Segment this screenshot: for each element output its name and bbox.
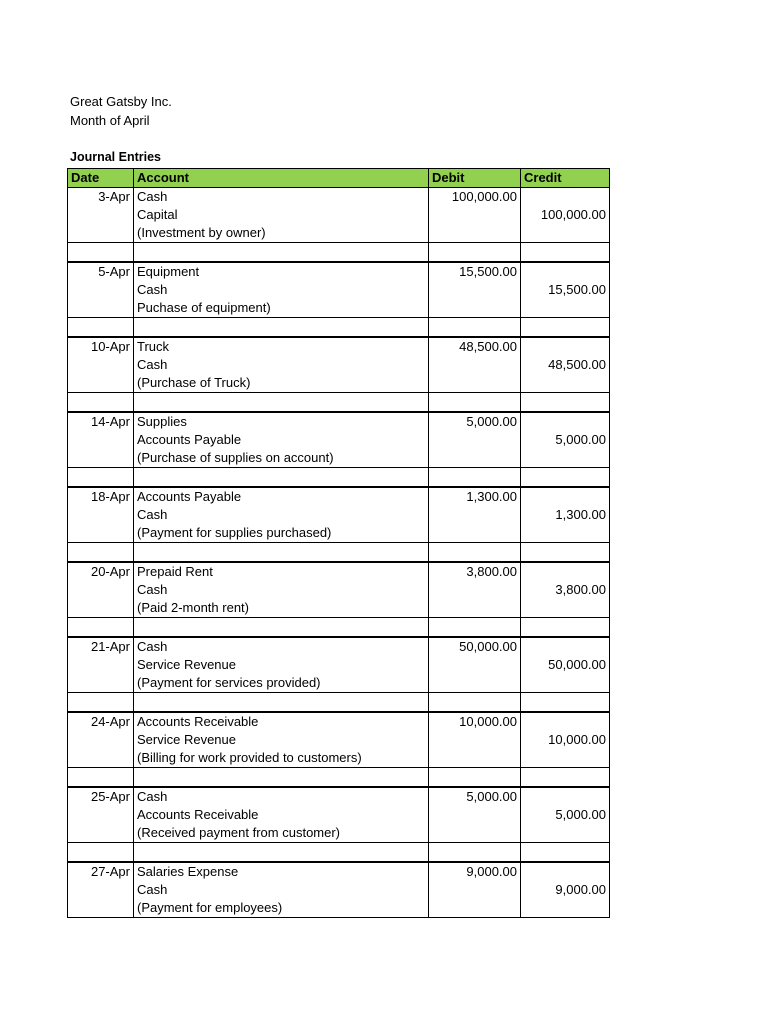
spacer-row (68, 543, 610, 563)
debit-amount: 50,000.00 (429, 637, 521, 656)
empty-cell (521, 562, 610, 581)
entry-memo-row (68, 674, 610, 693)
entry-debit-row (68, 487, 610, 506)
entry-memo-row (68, 599, 610, 618)
section-title: Journal Entries (70, 150, 161, 164)
debit-account: Equipment (134, 262, 429, 281)
entry-memo: (Purchase of Truck) (134, 374, 429, 393)
entry-date: 24-Apr (68, 712, 134, 731)
empty-cell (68, 524, 134, 543)
spacer-row (68, 618, 610, 638)
empty-cell (429, 224, 521, 243)
empty-cell (429, 731, 521, 749)
col-header-debit: Debit (429, 169, 521, 188)
empty-cell (521, 674, 610, 693)
empty-cell (521, 749, 610, 768)
empty-cell (68, 693, 134, 713)
empty-cell (521, 637, 610, 656)
empty-cell (429, 356, 521, 374)
empty-cell (429, 899, 521, 918)
empty-cell (429, 243, 521, 263)
empty-cell (68, 243, 134, 263)
empty-cell (134, 693, 429, 713)
empty-cell (68, 618, 134, 638)
entry-debit-row (68, 412, 610, 431)
empty-cell (429, 843, 521, 863)
empty-cell (429, 656, 521, 674)
credit-amount: 100,000.00 (521, 206, 610, 224)
empty-cell (68, 206, 134, 224)
empty-cell (68, 543, 134, 563)
spacer-row (68, 768, 610, 788)
empty-cell (521, 712, 610, 731)
entry-memo: (Payment for supplies purchased) (134, 524, 429, 543)
entry-date: 21-Apr (68, 637, 134, 656)
empty-cell (521, 243, 610, 263)
spacer-row (68, 318, 610, 338)
empty-cell (68, 806, 134, 824)
empty-cell (429, 581, 521, 599)
credit-amount: 3,800.00 (521, 581, 610, 599)
entry-debit-row (68, 712, 610, 731)
empty-cell (521, 468, 610, 488)
empty-cell (521, 449, 610, 468)
empty-cell (521, 599, 610, 618)
empty-cell (429, 749, 521, 768)
entry-credit-row (68, 806, 610, 824)
empty-cell (68, 281, 134, 299)
entry-debit-row (68, 862, 610, 881)
empty-cell (429, 468, 521, 488)
empty-cell (521, 487, 610, 506)
entry-date: 5-Apr (68, 262, 134, 281)
empty-cell (68, 468, 134, 488)
entry-date: 20-Apr (68, 562, 134, 581)
entry-memo-row (68, 524, 610, 543)
entry-credit-row (68, 656, 610, 674)
empty-cell (68, 899, 134, 918)
entry-memo-row (68, 299, 610, 318)
spacer-row (68, 693, 610, 713)
credit-amount: 10,000.00 (521, 731, 610, 749)
credit-account: Service Revenue (134, 731, 429, 749)
empty-cell (68, 656, 134, 674)
empty-cell (68, 599, 134, 618)
entry-credit-row (68, 731, 610, 749)
empty-cell (68, 299, 134, 318)
header-row (68, 169, 610, 188)
spacer-row (68, 843, 610, 863)
empty-cell (429, 824, 521, 843)
empty-cell (429, 393, 521, 413)
entry-memo: (Paid 2-month rent) (134, 599, 429, 618)
empty-cell (429, 299, 521, 318)
empty-cell (521, 412, 610, 431)
empty-cell (521, 262, 610, 281)
credit-amount: 1,300.00 (521, 506, 610, 524)
empty-cell (68, 731, 134, 749)
debit-amount: 100,000.00 (429, 188, 521, 207)
entry-date: 18-Apr (68, 487, 134, 506)
empty-cell (68, 824, 134, 843)
empty-cell (68, 768, 134, 788)
empty-cell (68, 674, 134, 693)
entry-memo-row (68, 374, 610, 393)
empty-cell (68, 449, 134, 468)
empty-cell (521, 618, 610, 638)
credit-amount: 48,500.00 (521, 356, 610, 374)
empty-cell (521, 899, 610, 918)
empty-cell (134, 768, 429, 788)
spacer-row (68, 393, 610, 413)
empty-cell (521, 318, 610, 338)
debit-amount: 1,300.00 (429, 487, 521, 506)
entry-debit-row (68, 787, 610, 806)
entry-memo: (Received payment from customer) (134, 824, 429, 843)
entry-memo: Puchase of equipment) (134, 299, 429, 318)
empty-cell (521, 188, 610, 207)
credit-amount: 5,000.00 (521, 431, 610, 449)
credit-amount: 50,000.00 (521, 656, 610, 674)
empty-cell (68, 843, 134, 863)
empty-cell (521, 393, 610, 413)
credit-amount: 5,000.00 (521, 806, 610, 824)
journal-body (68, 188, 610, 918)
empty-cell (429, 881, 521, 899)
debit-account: Supplies (134, 412, 429, 431)
empty-cell (429, 543, 521, 563)
empty-cell (521, 374, 610, 393)
spacer-row (68, 243, 610, 263)
entry-memo-row (68, 449, 610, 468)
entry-credit-row (68, 206, 610, 224)
credit-account: Cash (134, 506, 429, 524)
entry-debit-row (68, 262, 610, 281)
empty-cell (521, 768, 610, 788)
empty-cell (521, 824, 610, 843)
empty-cell (68, 224, 134, 243)
entry-memo-row (68, 224, 610, 243)
entry-debit-row (68, 337, 610, 356)
empty-cell (429, 693, 521, 713)
credit-account: Capital (134, 206, 429, 224)
debit-amount: 5,000.00 (429, 412, 521, 431)
empty-cell (134, 468, 429, 488)
empty-cell (134, 843, 429, 863)
empty-cell (521, 862, 610, 881)
debit-account: Accounts Receivable (134, 712, 429, 731)
entry-credit-row (68, 506, 610, 524)
empty-cell (429, 318, 521, 338)
entry-date: 25-Apr (68, 787, 134, 806)
empty-cell (521, 524, 610, 543)
col-header-account: Account (134, 169, 429, 188)
empty-cell (429, 206, 521, 224)
empty-cell (429, 431, 521, 449)
entry-memo-row (68, 824, 610, 843)
col-header-date: Date (68, 169, 134, 188)
empty-cell (429, 768, 521, 788)
entry-memo: (Billing for work provided to customers) (134, 749, 429, 768)
credit-account: Cash (134, 281, 429, 299)
empty-cell (429, 449, 521, 468)
entry-memo: (Investment by owner) (134, 224, 429, 243)
empty-cell (68, 506, 134, 524)
entry-credit-row (68, 281, 610, 299)
debit-account: Accounts Payable (134, 487, 429, 506)
empty-cell (134, 393, 429, 413)
empty-cell (429, 806, 521, 824)
entry-memo: (Payment for employees) (134, 899, 429, 918)
empty-cell (68, 581, 134, 599)
entry-memo-row (68, 899, 610, 918)
empty-cell (429, 281, 521, 299)
credit-account: Service Revenue (134, 656, 429, 674)
entry-memo-row (68, 749, 610, 768)
empty-cell (134, 618, 429, 638)
empty-cell (68, 374, 134, 393)
company-name: Great Gatsby Inc. (70, 94, 172, 109)
spacer-row (68, 468, 610, 488)
empty-cell (429, 374, 521, 393)
entry-credit-row (68, 431, 610, 449)
debit-amount: 48,500.00 (429, 337, 521, 356)
entry-credit-row (68, 356, 610, 374)
credit-account: Cash (134, 881, 429, 899)
report-period: Month of April (70, 113, 150, 128)
credit-account: Accounts Receivable (134, 806, 429, 824)
debit-amount: 3,800.00 (429, 562, 521, 581)
empty-cell (521, 299, 610, 318)
empty-cell (521, 787, 610, 806)
empty-cell (134, 543, 429, 563)
empty-cell (521, 224, 610, 243)
empty-cell (429, 506, 521, 524)
debit-amount: 9,000.00 (429, 862, 521, 881)
debit-account: Cash (134, 637, 429, 656)
credit-account: Cash (134, 581, 429, 599)
empty-cell (68, 393, 134, 413)
empty-cell (134, 318, 429, 338)
debit-account: Prepaid Rent (134, 562, 429, 581)
debit-account: Truck (134, 337, 429, 356)
debit-amount: 10,000.00 (429, 712, 521, 731)
entry-debit-row (68, 637, 610, 656)
credit-account: Cash (134, 356, 429, 374)
empty-cell (429, 524, 521, 543)
entry-date: 14-Apr (68, 412, 134, 431)
empty-cell (429, 618, 521, 638)
debit-amount: 5,000.00 (429, 787, 521, 806)
debit-account: Cash (134, 188, 429, 207)
empty-cell (68, 318, 134, 338)
empty-cell (68, 881, 134, 899)
debit-account: Cash (134, 787, 429, 806)
empty-cell (134, 243, 429, 263)
entry-date: 3-Apr (68, 188, 134, 207)
entry-debit-row (68, 188, 610, 207)
entry-date: 10-Apr (68, 337, 134, 356)
entry-credit-row (68, 581, 610, 599)
entry-memo: (Purchase of supplies on account) (134, 449, 429, 468)
debit-account: Salaries Expense (134, 862, 429, 881)
debit-amount: 15,500.00 (429, 262, 521, 281)
entry-date: 27-Apr (68, 862, 134, 881)
empty-cell (521, 693, 610, 713)
empty-cell (521, 543, 610, 563)
empty-cell (521, 337, 610, 356)
journal-table (67, 168, 610, 918)
empty-cell (68, 749, 134, 768)
empty-cell (429, 599, 521, 618)
empty-cell (68, 431, 134, 449)
col-header-credit: Credit (521, 169, 610, 188)
entry-credit-row (68, 881, 610, 899)
credit-account: Accounts Payable (134, 431, 429, 449)
empty-cell (68, 356, 134, 374)
entry-memo: (Payment for services provided) (134, 674, 429, 693)
empty-cell (521, 843, 610, 863)
empty-cell (429, 674, 521, 693)
entry-debit-row (68, 562, 610, 581)
credit-amount: 9,000.00 (521, 881, 610, 899)
credit-amount: 15,500.00 (521, 281, 610, 299)
